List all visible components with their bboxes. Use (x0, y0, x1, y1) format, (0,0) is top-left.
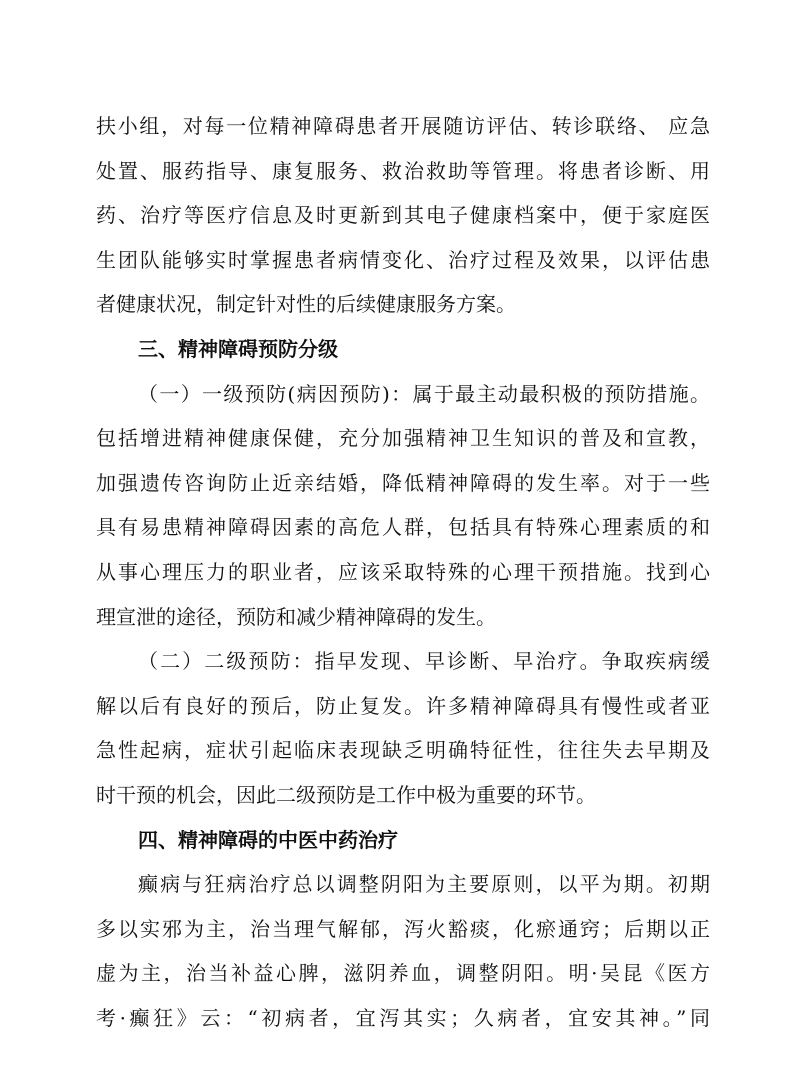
text-line: 考·癫狂》云：“初病者，宜泻其实；久病者，宜安其神。”同 (96, 1005, 710, 1030)
section-heading-prevention-levels: 三、精神障碍预防分级 (138, 336, 338, 361)
document-page (96, 104, 710, 1040)
text-line: 时干预的机会，因此二级预防是工作中极为重要的环节。 (96, 782, 596, 807)
text-line: 从事心理压力的职业者，应该采取特殊的心理干预措施。找到心 (96, 559, 710, 584)
section-heading-tcm-treatment: 四、精神障碍的中医中药治疗 (138, 827, 398, 852)
text-line: 多以实邪为主，治当理气解郁，泻火豁痰，化瘀通窍；后期以正 (96, 916, 710, 941)
text-line: 癫病与狂病治疗总以调整阴阳为主要原则，以平为期。初期 (138, 872, 710, 897)
text-line: 扶小组，对每一位精神障碍患者开展随访评估、转诊联络、 应急 (96, 114, 710, 138)
text-line: 生团队能够实时掌握患者病情变化、治疗过程及效果，以评估患 (96, 247, 710, 272)
text-line: 具有易患精神障碍因素的高危人群，包括具有特殊心理素质的和 (96, 515, 710, 540)
paragraph-tcm-treatment (96, 862, 710, 1040)
text-line: （一）一级预防(病因预防)：属于最主动最积极的预防措施。 (138, 381, 710, 406)
text-line: 处置、服药指导、康复服务、救治救助等管理。将患者诊断、用 (96, 158, 710, 183)
text-line: 包括增进精神健康保健，充分加强精神卫生知识的普及和宣教， (96, 426, 710, 451)
text-line: （二）二级预防：指早发现、早诊断、早治疗。争取疾病缓 (138, 649, 710, 674)
text-line: 理宣泄的途径，预防和减少精神障碍的发生。 (96, 604, 496, 629)
text-line: 药、治疗等医疗信息及时更新到其电子健康档案中，便于家庭医 (96, 203, 710, 228)
text-line: 加强遗传咨询防止近亲结婚，降低精神障碍的发生率。对于一些 (96, 470, 710, 495)
text-line: 解以后有良好的预后，防止复发。许多精神障碍具有慢性或者亚 (96, 693, 710, 718)
text-line: 急性起病，症状引起临床表现缺乏明确特征性，往往失去早期及 (96, 738, 710, 763)
text-line: 虚为主，治当补益心脾，滋阴养血，调整阴阳。明·吴昆《医方 (96, 961, 710, 986)
text-line: 者健康状况，制定针对性的后续健康服务方案。 (96, 292, 516, 317)
paragraph-management (96, 104, 710, 327)
paragraph-primary-prevention (96, 372, 710, 640)
paragraph-secondary-prevention (96, 639, 710, 817)
